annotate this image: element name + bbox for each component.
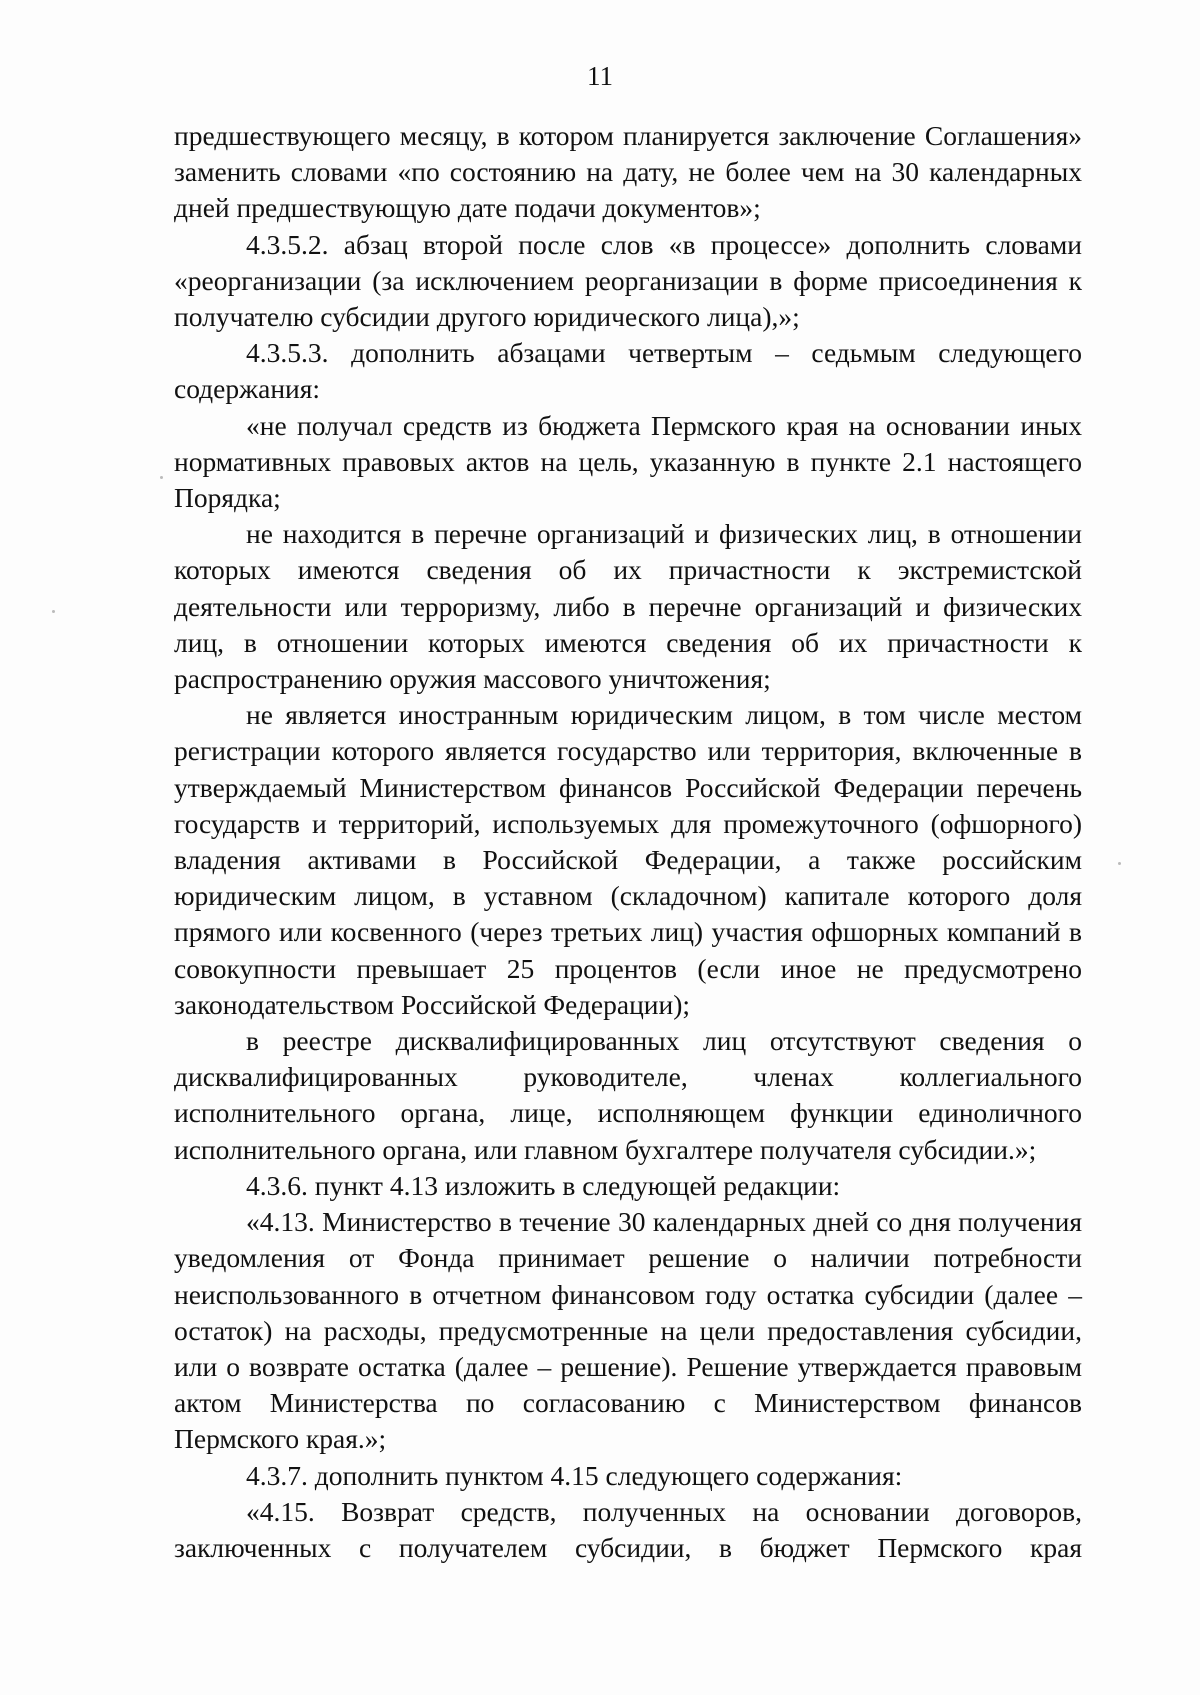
paragraph-4-3-5-2: 4.3.5.2. абзац второй после слов «в процессе» дополнить словами «реорганизации (за исключением реорганизации в форме присоединения к получателю субсидии другого юридического лица),»; [174, 228, 1082, 333]
paragraph-4-3-5-3: 4.3.5.3. дополнить абзацами четвертым – седьмым следующего содержания: [174, 337, 1082, 405]
paragraph-continuation: предшествующего месяцу, в котором планируется заключение Соглашения» заменить словами «по состоянию на дату, не более чем на 30 календарных дней предшествующую дате подачи документов»; [174, 120, 1082, 224]
paragraph-4-3-6: 4.3.6. пункт 4.13 изложить в следующей редакции: [246, 1169, 841, 1201]
paragraph-disqualified-registry: в реестре дисквалифицированных лиц отсутствуют сведения о дисквалифицированных руководителе, членах коллегиального исполнительного органа, лице, исполняющем функции единоличного исполнительного органа, или главном бухгалтере получателя субсидии.»; [174, 1025, 1082, 1165]
paragraph-4-3-7: 4.3.7. дополнить пунктом 4.15 следующего содержания: [246, 1459, 903, 1491]
scan-speck [1118, 862, 1121, 865]
paragraph-4-13: «4.13. Министерство в течение 30 календарных дней со дня получения уведомления от Фонда принимает решение о наличии потребности неиспользованного в отчетном финансовом году остатка субсидии (далее – остаток) на расходы, предусмотренные на цели предоставления субсидии, или о возврате остатка (далее – решение). Решение утверждается правовым актом Министерства по согласованию с Министерством финансов Пермского края.»; [174, 1206, 1082, 1455]
paragraph-budget-funds: «не получал средств из бюджета Пермского края на основании иных нормативных правовых актов на цель, указанную в пункте 2.1 настоящего Порядка; [174, 409, 1082, 514]
paragraph-foreign-entity: не является иностранным юридическим лицом, в том числе местом регистрации которого является государство или территория, включенные в утверждаемый Министерством финансов Российской Федерации перечень государств и территорий, используемых для промежуточного (офшорного) владения активами в Российской Федерации, а также российским юридическим лицом, в уставном (складочном) капитале которого доля прямого или косвенного (через третьих лиц) участия офшорных компаний в совокупности превышает 25 процентов (если иное не предусмотрено законодательством Российской Федерации); [174, 699, 1082, 1020]
scan-speck [52, 610, 55, 613]
document-body [174, 118, 1082, 1566]
paragraph-extremism-list: не находится в перечне организаций и физических лиц, в отношении которых имеются сведения об их причастности к экстремистской деятельности или терроризму, либо в перечне организаций и физических лиц, в отношении которых имеются сведения об их причастности к распространению оружия массового уничтожения; [174, 518, 1082, 695]
page-number: 11 [587, 61, 613, 91]
scan-speck [160, 476, 163, 479]
paragraph-4-15: «4.15. Возврат средств, полученных на основании договоров, заключенных с получателем субсидии, в бюджет Пермского края [174, 1495, 1082, 1563]
